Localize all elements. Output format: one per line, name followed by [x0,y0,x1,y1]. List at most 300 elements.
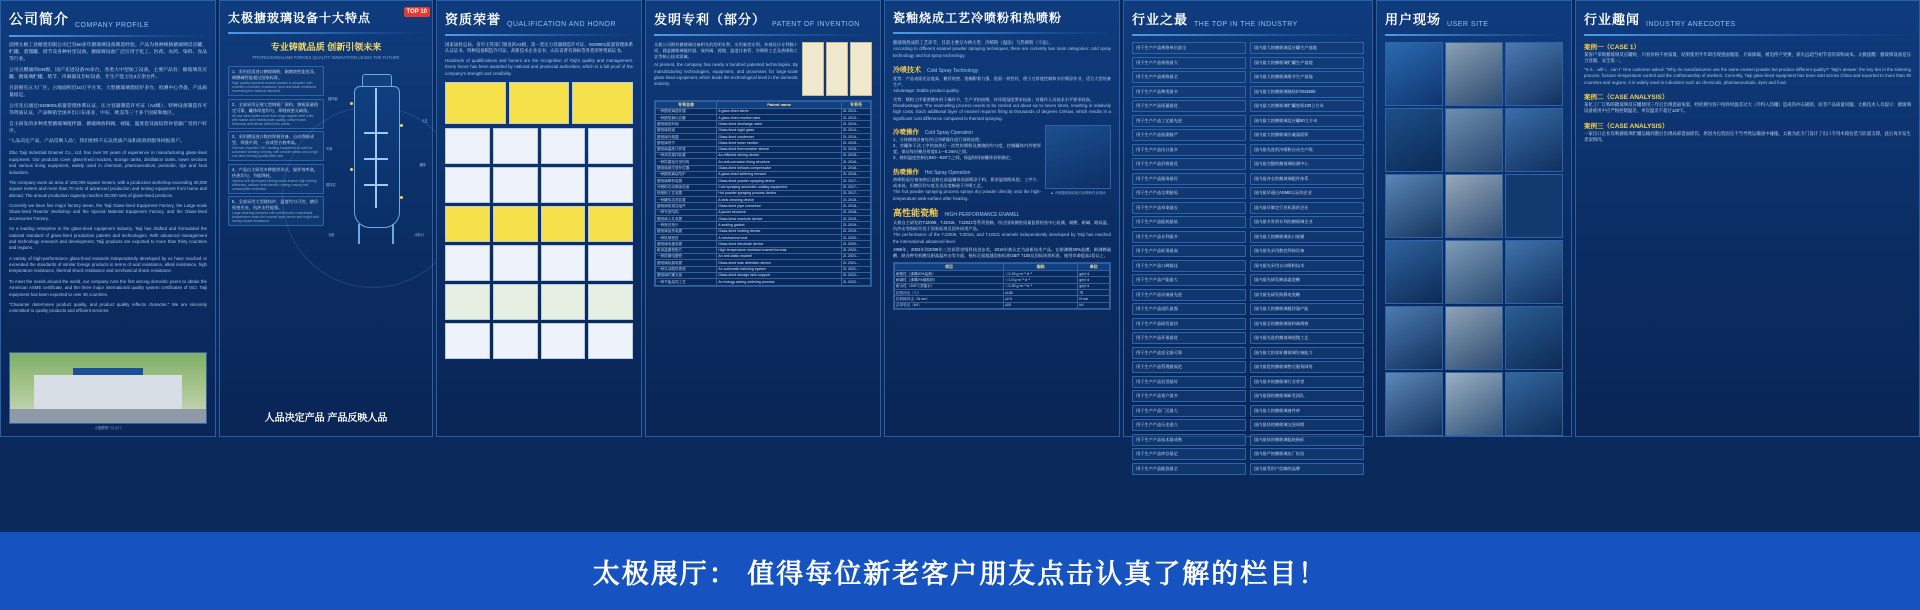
patent-table-wrap [654,100,872,287]
list-item: 用于生产产品价格最优 [1132,158,1246,170]
cell: N·cm [1078,296,1110,302]
panel-footer [220,408,432,426]
cell: ZL 2013... [842,108,871,114]
cell: Glass-lined condenser [717,134,842,140]
glass-lined-reactor-illustration [326,72,428,250]
site-photo[interactable] [1505,372,1563,436]
feature-en: High quality imported enamel powder is adopted, with excellent corrosion resistance, acid and alkali resistance exceeding the national standard. [232,81,317,93]
panel-title-cn: 发明专利（部分） [654,12,767,27]
site-photo[interactable] [1505,240,1563,304]
list-item: 国内最先采用自动喷粉技术 [1250,260,1364,272]
cell: An automatic batching system [717,266,842,272]
hot-spray-heading [893,167,1041,176]
panel-title-cn: 公司简介 [9,11,69,27]
list-item: 用于生产产品安全最可靠 [1132,347,1246,359]
cell: 搪玻璃检漏装置 [656,260,717,266]
cold-spray-heading [893,65,1111,75]
col-header: 单位 [1078,264,1110,271]
cell: 搪玻璃管道连接件 [656,203,717,209]
feature-en: Various self-developed stirring forms ensure high stirring efficiency, uniform heat transfer, energy saving and consumption reduction. [232,178,317,191]
cell: 一种节能烧结工艺 [656,279,717,285]
col-header: Patent name [717,102,842,109]
col-header: 项目 [895,264,1004,271]
list-item: 用于生产产品技术最成熟 [1132,434,1246,446]
case-title: 案例三（CASE ANALYSIS） [1584,122,1669,130]
list-item: 国内最大的搪玻璃塔节生产基地 [1250,71,1364,83]
cell: ZL 2022... [842,272,871,278]
certificate-thumb[interactable] [445,245,490,281]
top10-badge: TOP 10 [404,7,430,17]
feature-cn: 5、全部采用大型烧结炉，温度均匀可控，搪层致密光亮，抗冲击性能强。 [232,199,319,210]
list-item: 国内最早制定行业标准的企业 [1250,202,1364,214]
list-item: 用于生产产品环保最优 [1132,332,1246,344]
certificate-thumb[interactable] [445,82,506,124]
site-photo[interactable] [1505,108,1563,172]
certificate-thumb[interactable] [445,206,490,242]
certificate-thumb[interactable] [541,323,586,359]
certificate-thumb[interactable] [493,167,538,203]
certificate-thumb[interactable] [588,167,633,203]
cell: 抗热冲击（℃） [895,290,1004,296]
panel-title-cn: 行业之最 [1132,12,1189,27]
list-item: 国内最受用户信赖的品牌 [1250,463,1364,475]
list-item: 国内最全的搪玻璃放料阀规格 [1250,318,1364,330]
list-item: 国内最大的非标搪玻璃设备能力 [1250,347,1364,359]
cell: A sealing gasket [717,222,842,228]
list-item: 国内最早通过ASME认证的企业 [1250,187,1364,199]
industry-left-list [1132,42,1246,475]
title-rule [228,32,424,34]
panel-title-cn: 太极搪玻璃设备十大特点 [228,11,372,25]
stirrer-blade [364,132,388,134]
cell: ＜0.15 g·m⁻²·d⁻¹ [1003,271,1077,277]
patent-certificate-thumb[interactable] [826,42,848,96]
title-rule [654,34,872,36]
cold-spray-title-cn: 冷喷技术 [893,67,921,75]
cell: ZL 2020... [842,235,871,241]
spray-body [885,40,1119,310]
list-item: 国内最先研发耐高温瓷釉 [1250,274,1364,286]
panel-title-en: QUALIFICATION AND HONOR [507,21,617,28]
panel-title [220,1,432,30]
feature-cn: 3、采用德国进口数控焊接设备，自动焊接成型，焊缝平滑，一次成型合格率高。 [232,134,314,145]
list-item: 国内最大的搪玻璃贮罐容积100立方米 [1250,100,1364,112]
cell: Glass-lined tower section [717,140,842,146]
slogan-en: PROFESSIONALISM FORGES QUALITY INNOVATION LEADS THE FUTURE [252,55,400,60]
certificate-thumb[interactable] [493,323,538,359]
stirrer-blade [364,158,388,160]
certificate-thumb[interactable] [509,82,570,124]
cell: Glass-lined sight glass [717,127,842,133]
list-item: 国内最优的搪玻璃售后服务网络 [1250,361,1364,373]
feature-cn: 1、采用优质进口搪玻璃粉，耐腐蚀性能优异，耐酸碱性能超过国家标准。 [232,69,319,80]
list-item: 用于生产产品出口最多 [1132,144,1246,156]
stirrer-shaft [375,88,377,208]
panel-title-en: THE TOP IN THE INDUSTRY [1194,21,1298,28]
cell: 搪玻璃人孔装置 [656,216,717,222]
certificate-thumb[interactable] [541,245,586,281]
list-item: 国内最先进的搪玻璃视镜工艺 [1250,332,1364,344]
case-text-cn: 某化工厂订购的搪玻璃反应罐使用三年后出现瓷面龟裂，经检测为客户投料时温差过大（冷料入热罐）造成热冲击破损，而非产品质量问题。太极技术人员提示：搪玻璃设备使用中应严格控制温差，单次温差不超过120℃。 [1584,101,1911,114]
panel-industry-anecdotes [1575,0,1920,437]
certificate-thumb[interactable] [445,128,490,164]
profile-cn-text [9,43,207,146]
certificate-thumb[interactable] [445,167,490,203]
vessel-label: 夹套 [326,147,333,151]
enamel-text-en: The performance of the TJ2009, TJ2016, and TJ2021 enamels independently developed by Taiji has reached the international advanced level. [893,232,1111,244]
cert-grid [445,128,633,359]
certificate-thumb[interactable] [572,82,633,124]
panel-patents [645,0,881,437]
paragraph: 公司先后通过ISO9001质量管理体系认证、压力容器制造许可证（A2级）、特种设备制造许可等资质认证，产品畅销全国并出口东南亚、中东、欧美等三十多个国家和地区。 [9,103,207,116]
cell: ZL 2018... [842,209,871,215]
list-item: 用于生产产品研发最快 [1132,318,1246,330]
panel-title [1377,1,1571,32]
certificate-thumb[interactable] [588,128,633,164]
certificate-thumb[interactable] [588,323,633,359]
list-item: 用于生产产品团队最强 [1132,303,1246,315]
panel-title [1576,1,1919,32]
site-photo[interactable] [1385,306,1443,370]
list-item: 用于生产产品配套最全 [1132,463,1246,475]
cell: 一种高效搅拌装置 [656,152,717,158]
list-item: 国内最强的搪玻璃研发团队 [1250,390,1364,402]
enamel-text-cn: 太极自主研发的TJ2009、TJ2016、TJ2021等系列瓷釉，经过国家搪瓷质量监督检验中心检测，耐酸、耐碱、耐高温、抗冲击等指标均优于国家标准及国外同类产品。 [893,220,1111,232]
enamel-title-en: HIGH-PERFORMANCE ENAMEL [944,212,1020,219]
cell: 一种防静电搪瓷 [656,253,717,259]
cell: 一种密封垫片 [656,222,717,228]
cell: ZL 2020... [842,247,871,253]
cell: ZL 2021... [842,260,871,266]
cell: An energy-saving sintering process [717,279,842,285]
cell: 热喷粉工艺装置 [656,190,717,196]
cell: Glass-lined heating device [717,228,842,234]
cell: ＜1.5 g·m⁻²·d⁻¹ [1003,277,1077,283]
title-rule [9,35,207,37]
case-title: 案例二（CASE ANALYSIS） [1584,93,1669,101]
list-item: 国内最多发明专利的搪玻璃企业 [1250,216,1364,228]
list-item: 用于生产产品质量最优 [1132,100,1246,112]
cell: kV [1078,302,1110,308]
case-title: 案例一（CASE 1） [1584,44,1640,51]
patent-certificate-thumb[interactable] [850,42,872,96]
vessel-label: 罐体 [419,163,426,167]
cell: ZL 2015... [842,140,871,146]
cell: 搪玻璃贮罐支座 [656,272,717,278]
site-photo[interactable] [1505,306,1563,370]
list-item: 用于生产产品寿命最长 [1132,202,1246,214]
cold-step: 1、分体搪烧设备先经过冷喷操作进行预热处理； [893,136,984,142]
cell: 耐高温搪瓷配方 [656,247,717,253]
cell: ZL 2020... [842,241,871,247]
hot-text-cn: 热喷粉是设备加热后直接在高温罐体表面喷涂干粉，靠余温熔附成瓷；工序少、成本低，但搪层均匀度及光洁度略逊于冷喷工艺。 [893,177,1041,189]
cell: High temperature resistant enamel formula [717,247,842,253]
cell: ≥20 [1003,302,1077,308]
cell: ZL 2018... [842,203,871,209]
paragraph: 自主研发的多种类型搪玻璃搅拌器、搪玻璃放料阀、视镜、温度套及波纹管补偿器广受用户好评。 [9,121,207,134]
site-photo[interactable] [1385,42,1443,106]
enamel-table [894,263,1110,309]
cold-adv-en: Advantage: Stable product quality. [893,88,960,94]
list-item: 用于生产产品设备最先进 [1132,289,1246,301]
cell: 搪玻璃视镜 [656,127,717,133]
cell: ZL 2021... [842,253,871,259]
certificate-thumb[interactable] [588,284,633,320]
cell: Glass-lined leak detection device [717,260,842,266]
cell: ZL 2014... [842,127,871,133]
honor-intro-cn: 国家质检总局、省市主管部门颁发的A2级、第一类压力容器制造许可证、ISO9001质量管理体系认证证书、特种设备制造许可证、高新技术企业证书、山东省著名商标等各类荣誉资质证书。 [445,42,633,54]
cell: Hot powder spraying process device [717,190,842,196]
certificate-thumb[interactable] [588,245,633,281]
photo-caption: ▲ 冷喷搪玻璃设备自动喷粉作业现场 [1050,190,1106,195]
anecdotes-body [1576,42,1919,143]
footer-slogan: 人品决定产品 产品反映人品 [264,413,388,424]
cell: ＜0.25 g·m⁻²·d⁻¹ [1003,283,1077,289]
list-item: 用于生产产品库存最足 [1132,448,1246,460]
panel-title-en: INDUSTRY ANECDOTES [1646,21,1736,28]
cell: ZL 2016... [842,159,871,165]
profile-en-text [9,150,207,314]
slogan-cn: 专业铸就品质 创新引领未来 [270,42,382,52]
certificate-thumb[interactable] [493,284,538,320]
table-row [656,279,871,285]
site-photo[interactable] [1445,174,1503,238]
list-item: 用于生产产品产能最大 [1132,274,1246,286]
cell: ZL 2019... [842,216,871,222]
panel-title [437,1,641,32]
table-row [895,302,1110,308]
road-shape [10,409,206,423]
cold-op-title-cn: 冷喷操作 [893,128,919,136]
paragraph: As a leading enterprise in the glass-lined equipment industry, Taiji has drafted and formulated the national standard of glass-lined production patents and technologies. With advanced management and technology research and development, Taiji products are exported to more than thirty countries and regions. [9,226,207,251]
list-item: 国内最大的搪玻璃搅拌器产能 [1250,303,1364,315]
cell: 耐水性（100℃蒸馏水） [895,283,1004,289]
list-item: 用于生产产品检测最严 [1132,129,1246,141]
cell: 一种搪玻璃反应罐 [656,115,717,121]
cell: 搪玻璃放料阀 [656,121,717,127]
cell: ZL 2021... [842,266,871,272]
cell: ZL 2017... [842,190,871,196]
vessel-label: 出料口 [414,233,424,237]
callout-dot [350,102,353,105]
site-photo[interactable] [1385,372,1443,436]
profile-body [1,43,215,315]
patent-body [646,42,880,287]
col-header: 专利号 [842,102,871,109]
site-photo[interactable] [1445,372,1503,436]
enamel-table-wrap [893,262,1111,310]
cold-step: 2、对罐体干法工序的加热后一次性的喷粉及搪烧的均匀度，控制罐体内外壁厚度，保证每层搪层厚度0.1～0.2mm之间； [893,143,1041,155]
certificate-thumb[interactable] [541,206,586,242]
feature-en: All raw steel plates come from large regular steel mills, with stable and reliable plate quality, uniform tank thickness and dense defect-free welds. [232,113,314,126]
cell: ZL 2018... [842,197,871,203]
panel-title-en: COMPANY PROFILE [75,22,150,29]
cold-adv-cn: 优势：产品表面光洁度高、搪层致密、瓷釉附着力强、瓷面一致性好，便于过厚度控制和多层喷涂作业，适合大型设备生产。 [893,76,1111,88]
cell: 搪玻璃加热装置 [656,228,717,234]
list-item: 用于生产产品专利最多 [1132,231,1246,243]
cell: A glass-lined sintering furnace [717,171,842,177]
paragraph: 目前拥有五大厂区，占地面积近10万平方米，大型搪玻璃烧结炉多台，检测中心齐备，产品质量稳定。 [9,85,207,98]
title-rule [445,34,633,36]
paragraph: Currently we have five major factory areas, the Taiji Glass-lined Equipment Factory, the Large-scale Glass-lined Reactor Workshop and the Special Material Equipment Factory, and the Glass-lined accessories Factory. [9,203,207,221]
case-text-cn: 一家出口企业反映搪玻璃贮罐运输到港后出现局部瓷面损伤，原因为包装固定不当导致运输途中碰撞。太极为此专门设计了出口专用木箱包装与防震支撑，此后再未发生类似情况。 [1584,130,1911,142]
panel-title-cn: 资质荣誉 [445,12,502,27]
cell: 一种搪玻璃搅拌器 [656,108,717,114]
list-item: 用于生产产品交期最短 [1132,187,1246,199]
list-item: 用于生产产品口碑最佳 [1132,260,1246,272]
certificate-thumb[interactable] [445,323,490,359]
panel-title [1,1,215,33]
certificate-thumb[interactable] [541,128,586,164]
spray-intro-cn: 搪玻璃烧成的工艺环节，目前主要分为两大类：冷喷粉（湿法）与热喷粉（干法）。 [893,40,1054,45]
cell: ZL 2015... [842,152,871,158]
list-item: 用于生产产品客户最多 [1132,390,1246,402]
list-item: 国内最完整的搪玻璃检测中心 [1250,158,1364,170]
paragraph: The company owns an area of 100,000 square meters, with a production workshop exceeding 30,000 square meters and more than 70 sets of advanced production and testing equipment from home and abroad. The annual production capacity reaches 30,000 sets of glass-lined products. [9,179,207,198]
patent-intro-en: At present, the company has nearly a hundred patented technologies. By manufacturing technologies, equipment, and processes for large-scale glass-lined equipment, which leads the technological level in the domestic industry. [654,62,798,87]
list-item: 用于生产产品种类最多 [1132,86,1246,98]
paragraph: To meet the needs around the world, our company runs the first among domestic peers to obtain the American ASME certificate, and the three major international quality system certificates of ISO. Taiji equipment has been exported to over 30 countries. [9,278,207,297]
list-item: 用于生产产品管理最规范 [1132,361,1246,373]
certificate-thumb[interactable] [588,206,633,242]
vessel-label: 支座 [328,233,335,237]
support-leg [358,224,360,244]
list-item: 国内最先进的冷喷粉自动生产线 [1250,144,1364,156]
callout-dot [350,168,353,171]
title-rule [1132,34,1364,36]
list-item: 用于生产产品规格最大 [1132,57,1246,69]
site-photo[interactable] [1505,174,1563,238]
cell: Glass-lined thermometer sleeve [717,146,842,152]
site-photo[interactable] [1385,108,1443,172]
certificate-thumb[interactable] [493,128,538,164]
panel-top-ten-features [219,0,433,437]
reactor-shell [354,86,400,228]
honor-body [437,42,641,359]
table-header-row [895,264,1110,271]
enamel-heading [893,206,1111,219]
list-item: 国内最大的搪玻璃反应罐生产基地 [1250,42,1364,54]
cell: Glass-lined manhole device [717,216,842,222]
user-site-body [1377,42,1571,436]
feature-item [228,99,324,129]
cell: 一种搪玻璃烧结炉 [656,171,717,177]
cell: A mechanical seal [717,235,842,241]
list-item: 国内最多的搪玻璃行业荣誉 [1250,376,1364,388]
list-item: 用于生产产品能耗最低 [1132,216,1246,228]
cell: 一种夹套结构 [656,209,717,215]
patent-table [655,101,871,286]
list-item: 国内最大的搪玻璃反应罐60立方米 [1250,115,1364,127]
cell: 耐碱性（沸腾2%碳酸钠） [895,277,1004,283]
cell: Glass-lined powder spraying device [717,178,842,184]
list-item: 国内最大的搪玻璃贮罐生产基地 [1250,57,1364,69]
cell: A tank cleaning device [717,197,842,203]
cell: Glass-lined pipe connector [717,203,842,209]
cell: ZL 2017... [842,184,871,190]
cold-step: 3、烧结温度控制在840～920℃之间，保温时间按罐体容积确定。 [893,155,1014,161]
certificate-thumb[interactable] [541,167,586,203]
cell: 搪玻璃冷凝器 [656,134,717,140]
features-body [220,66,432,250]
cell: A glass-lined stirrer [717,108,842,114]
cell: An efficient stirring device [717,152,842,158]
panel-title-cn: 行业趣闻 [1584,12,1641,27]
site-photo[interactable] [1505,42,1563,106]
feature-cn: 4、产品自主研发多种搅拌形式，搅拌效率高，传热均匀，节能降耗。 [232,166,319,178]
panel-title [646,1,880,32]
patent-intro-cn: 太极公司拥有搪玻璃设备相关的发明专利、实用新型专利、外观设计专利数十项，涵盖搪玻璃搅拌器、放料阀、视镜、温度计套管、冷喷粉工艺及热喷粉工艺等核心技术领域。 [654,42,798,60]
cell: 击穿电压（kV） [895,302,1004,308]
hot-text-en: The hot powder spraying process sprays dry powder directly onto the high-temperature tank surface after heating. [893,189,1041,201]
hot-title-cn: 热喷操作 [893,169,919,177]
cell: 一种机械密封 [656,235,717,241]
cell: 一种防腐蚀衬里结构 [656,159,717,165]
banner-text: 太极展厅： 值得每位新老客户朋友点击认真了解的栏目！ [592,558,1328,589]
patent-certificate-images [802,42,872,96]
site-photo[interactable] [1445,108,1503,172]
site-photo[interactable] [1385,240,1443,304]
list-item: 国内最大的搪玻璃冷凝器面积 [1250,129,1364,141]
honor-row [445,82,633,124]
col-header: 专利名称 [656,102,717,109]
cold-operation-heading [893,127,1041,136]
cold-dis-en: Disadvantages: The enamelling process needs to be carried out about six to seven times, resulting in relatively high costs. Each additional layer of enamel requires firing at thousands of degrees Celsius, which results in a significant cost difference compared to thermal spraying. [893,102,1111,121]
site-photo[interactable] [1385,174,1443,238]
cell: 搪玻璃塔节 [656,140,717,146]
list-item: 国内最先研发防静电瓷釉 [1250,289,1364,301]
cell: ZL 2014... [842,134,871,140]
cell: ZL 2019... [842,228,871,234]
hot-title-en: Hot Spray Operation [924,170,971,177]
vessel-label: 人孔 [421,119,428,123]
cold-spray-title-en: Cold Spray Technology [926,68,979,75]
site-photo[interactable] [1445,306,1503,370]
cold-op-title-en: Cold Spray Operation [924,129,973,136]
panel-title-cn: 用户现场 [1385,12,1442,27]
certificate-thumb[interactable] [493,206,538,242]
panel-user-site [1376,0,1572,437]
site-photo[interactable] [1445,240,1503,304]
cell: An anti-static enamel [717,253,842,259]
cell: ZL 2014... [842,121,871,127]
cell: 一种罐体清洗装置 [656,197,717,203]
list-item: 国内最先采用数控焊接设备 [1250,245,1364,257]
certificate-thumb[interactable] [541,284,586,320]
cell: An anti-corrosion lining structure [717,159,842,165]
cell: 耐酸性（沸腾20%盐酸） [895,271,1004,277]
cell: ZL 2016... [842,165,871,171]
cell: ZL 2016... [842,171,871,177]
photo-caption: 太极搪瓷厂区大门 [94,426,122,430]
cell: Glass-lined bellows compensator [717,165,842,171]
certificate-thumb[interactable] [445,284,490,320]
enamel-text-cn2: 1996年、2002年和2008年三次获得省级科技进步奖，2016年被认定为高新技术产品。在耐沸腾20%盐酸、耐沸腾硫酸、耐各种有机酸及耐高温冲击等方面，指标全面超越国家标准GB/T 7105及国际同类标准，使用寿命提高1倍以上。 [893,247,1111,259]
list-item: 国内最齐全的搪玻璃配件体系 [1250,173,1364,185]
cell: g/㎡·d [1078,283,1110,289]
list-item: 用于生产产品标准最高 [1132,245,1246,257]
cell: ZL 2017... [842,178,871,184]
cell: 冷喷粉自动喷涂设备 [656,184,717,190]
cell: ≥2.5 [1003,296,1077,302]
honor-intro-en: Hundreds of qualifications and honors are the recognition of Taiji's quality and management. Every honor has been awarded by national and provincial authorities, which is a full proof of the company's strength and credibility. [445,57,633,76]
list-item: 国内最低的搪玻璃能耗指标 [1250,434,1364,446]
site-photo[interactable] [1445,42,1503,106]
certificate-thumb[interactable] [493,245,538,281]
building-shape [34,375,183,409]
list-item: 用于生产产品厂区最大 [1132,405,1246,417]
patent-certificate-thumb[interactable] [802,42,824,96]
